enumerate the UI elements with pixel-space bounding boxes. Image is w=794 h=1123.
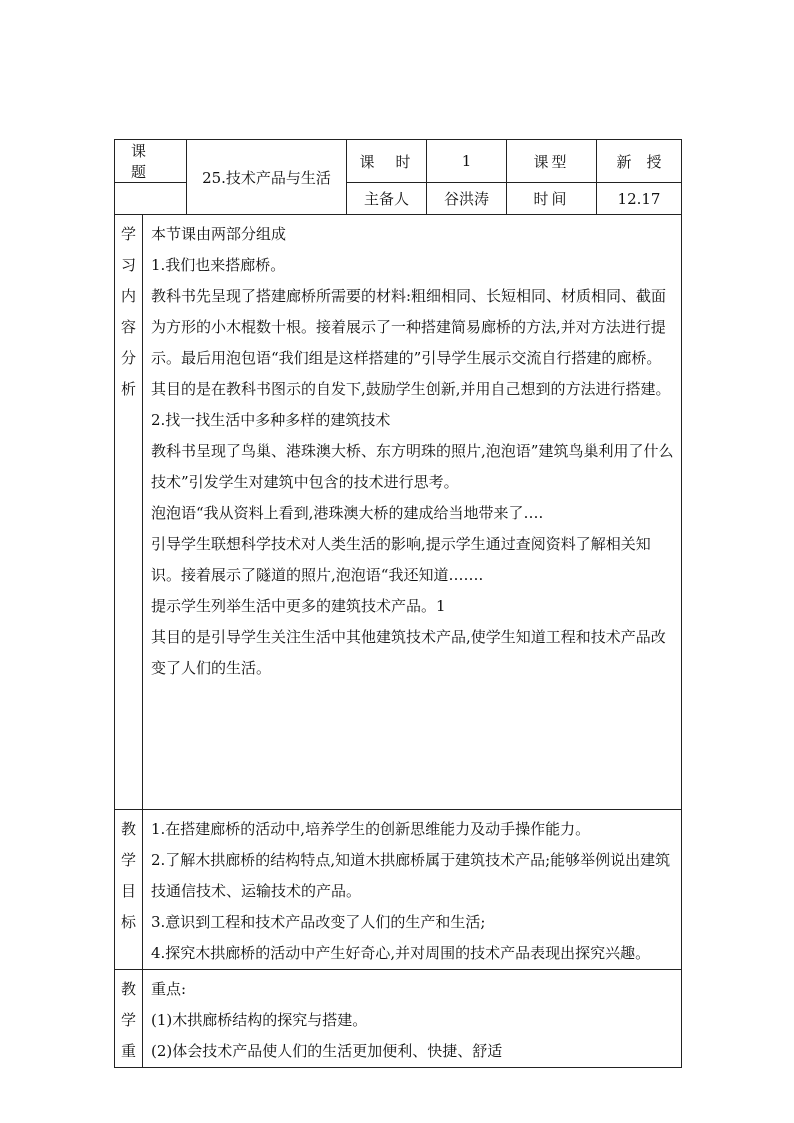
analysis-label-char: 学 (120, 225, 136, 243)
analysis-label-char: 析 (120, 380, 136, 398)
keypoints-content (143, 970, 682, 1068)
objectives-label-char: 学 (120, 851, 136, 869)
objectives-label (115, 810, 143, 970)
objectives-label-char: 教 (120, 820, 136, 838)
analysis-paragraph: 其目的是引导学生关注生活中其他建筑技术产品,使学生知道工程和技术产品改变了人们的生活。 (151, 628, 666, 677)
objectives-content (143, 810, 682, 970)
analysis-paragraph: 2.找一找生活中多种多样的建筑技术 (151, 411, 391, 429)
keypoints-paragraph: 重点: (151, 980, 187, 998)
analysis-label (115, 215, 143, 810)
keypoints-paragraph: (2)体会技术产品使人们的生活更加便利、快捷、舒适 (151, 1042, 503, 1060)
keypoints-label-char: 教 (120, 980, 136, 998)
objectives-label-char: 目 (120, 882, 136, 900)
analysis-paragraph: 教科书先呈现了搭建廊桥所需要的材料:粗细相同、长短相同、材质相同、截面为方形的小木棍数十根。接着展示了一种搭建简易廊桥的方法,并对方法进行提示。最后用泡包语“我们组是这样搭建的”引导学生展示交流自行搭建的廊桥。 (151, 287, 667, 367)
period-value: 1 (427, 140, 507, 183)
objectives-paragraph: 4.探究木拱廊桥的活动中产生好奇心,并对周围的技术产品表现出探究兴趣。 (151, 944, 651, 962)
analysis-label-char: 习 (120, 256, 136, 274)
type-value: 新 授 (597, 140, 682, 183)
topic-label: 课 题 (115, 140, 187, 183)
objectives-paragraph: 1.在搭建廊桥的活动中,培养学生的创新思维能力及动手操作能力。 (151, 820, 591, 838)
period-label: 课 时 (347, 140, 427, 183)
objectives-paragraph: 3.意识到工程和技术产品改变了人们的生产和生活; (151, 913, 486, 931)
objectives-label-char: 标 (120, 913, 136, 931)
analysis-label-char: 容 (120, 318, 136, 336)
preparer-value: 谷洪涛 (427, 183, 507, 215)
topic-label-spacer (115, 183, 187, 215)
time-value: 12.17 (597, 183, 682, 215)
keypoints-label-char: 重 (120, 1042, 136, 1060)
analysis-paragraph: 泡泡语“我从资料上看到,港珠澳大桥的建成给当地带来了…. (151, 504, 544, 522)
analysis-label-char: 分 (120, 349, 136, 367)
lesson-plan-table (114, 139, 682, 1068)
keypoints-paragraph: (1)木拱廊桥结构的探究与搭建。 (151, 1011, 368, 1029)
header-row-1 (115, 140, 682, 183)
keypoints-row (115, 970, 682, 1068)
analysis-paragraph: 1.我们也来搭廊桥。 (151, 256, 286, 274)
analysis-paragraph: 提示学生列举生活中更多的建筑技术产品。1 (151, 597, 446, 615)
type-label: 课型 (507, 140, 597, 183)
analysis-paragraph: 引导学生联想科学技术对人类生活的影响,提示学生通过查阅资料了解相关知识。接着展示了隧道的照片,泡泡语“我还知道……. (151, 535, 651, 584)
preparer-label: 主备人 (347, 183, 427, 215)
analysis-paragraph: 教科书呈现了鸟巢、港珠澳大桥、东方明珠的照片,泡泡语”建筑鸟巢利用了什么技术”引发学生对建筑中包含的技术进行思考。 (151, 442, 674, 491)
keypoints-label (115, 970, 143, 1068)
keypoints-label-char: 学 (120, 1011, 136, 1029)
analysis-paragraph: 其目的是在教科书图示的自发下,鼓励学生创新,并用自己想到的方法进行搭建。 (151, 380, 671, 398)
analysis-paragraph: 本节课由两部分组成 (151, 225, 287, 243)
analysis-content (143, 215, 682, 810)
time-label: 时间 (507, 183, 597, 215)
analysis-row (115, 215, 682, 810)
analysis-label-char: 内 (120, 287, 136, 305)
objectives-row (115, 810, 682, 970)
topic-value: 25.技术产品与生活 (187, 140, 347, 215)
objectives-paragraph: 2.了解木拱廊桥的结构特点,知道木拱廊桥属于建筑技术产品;能够举例说出建筑技通信技术、运输技术的产品。 (151, 851, 671, 900)
